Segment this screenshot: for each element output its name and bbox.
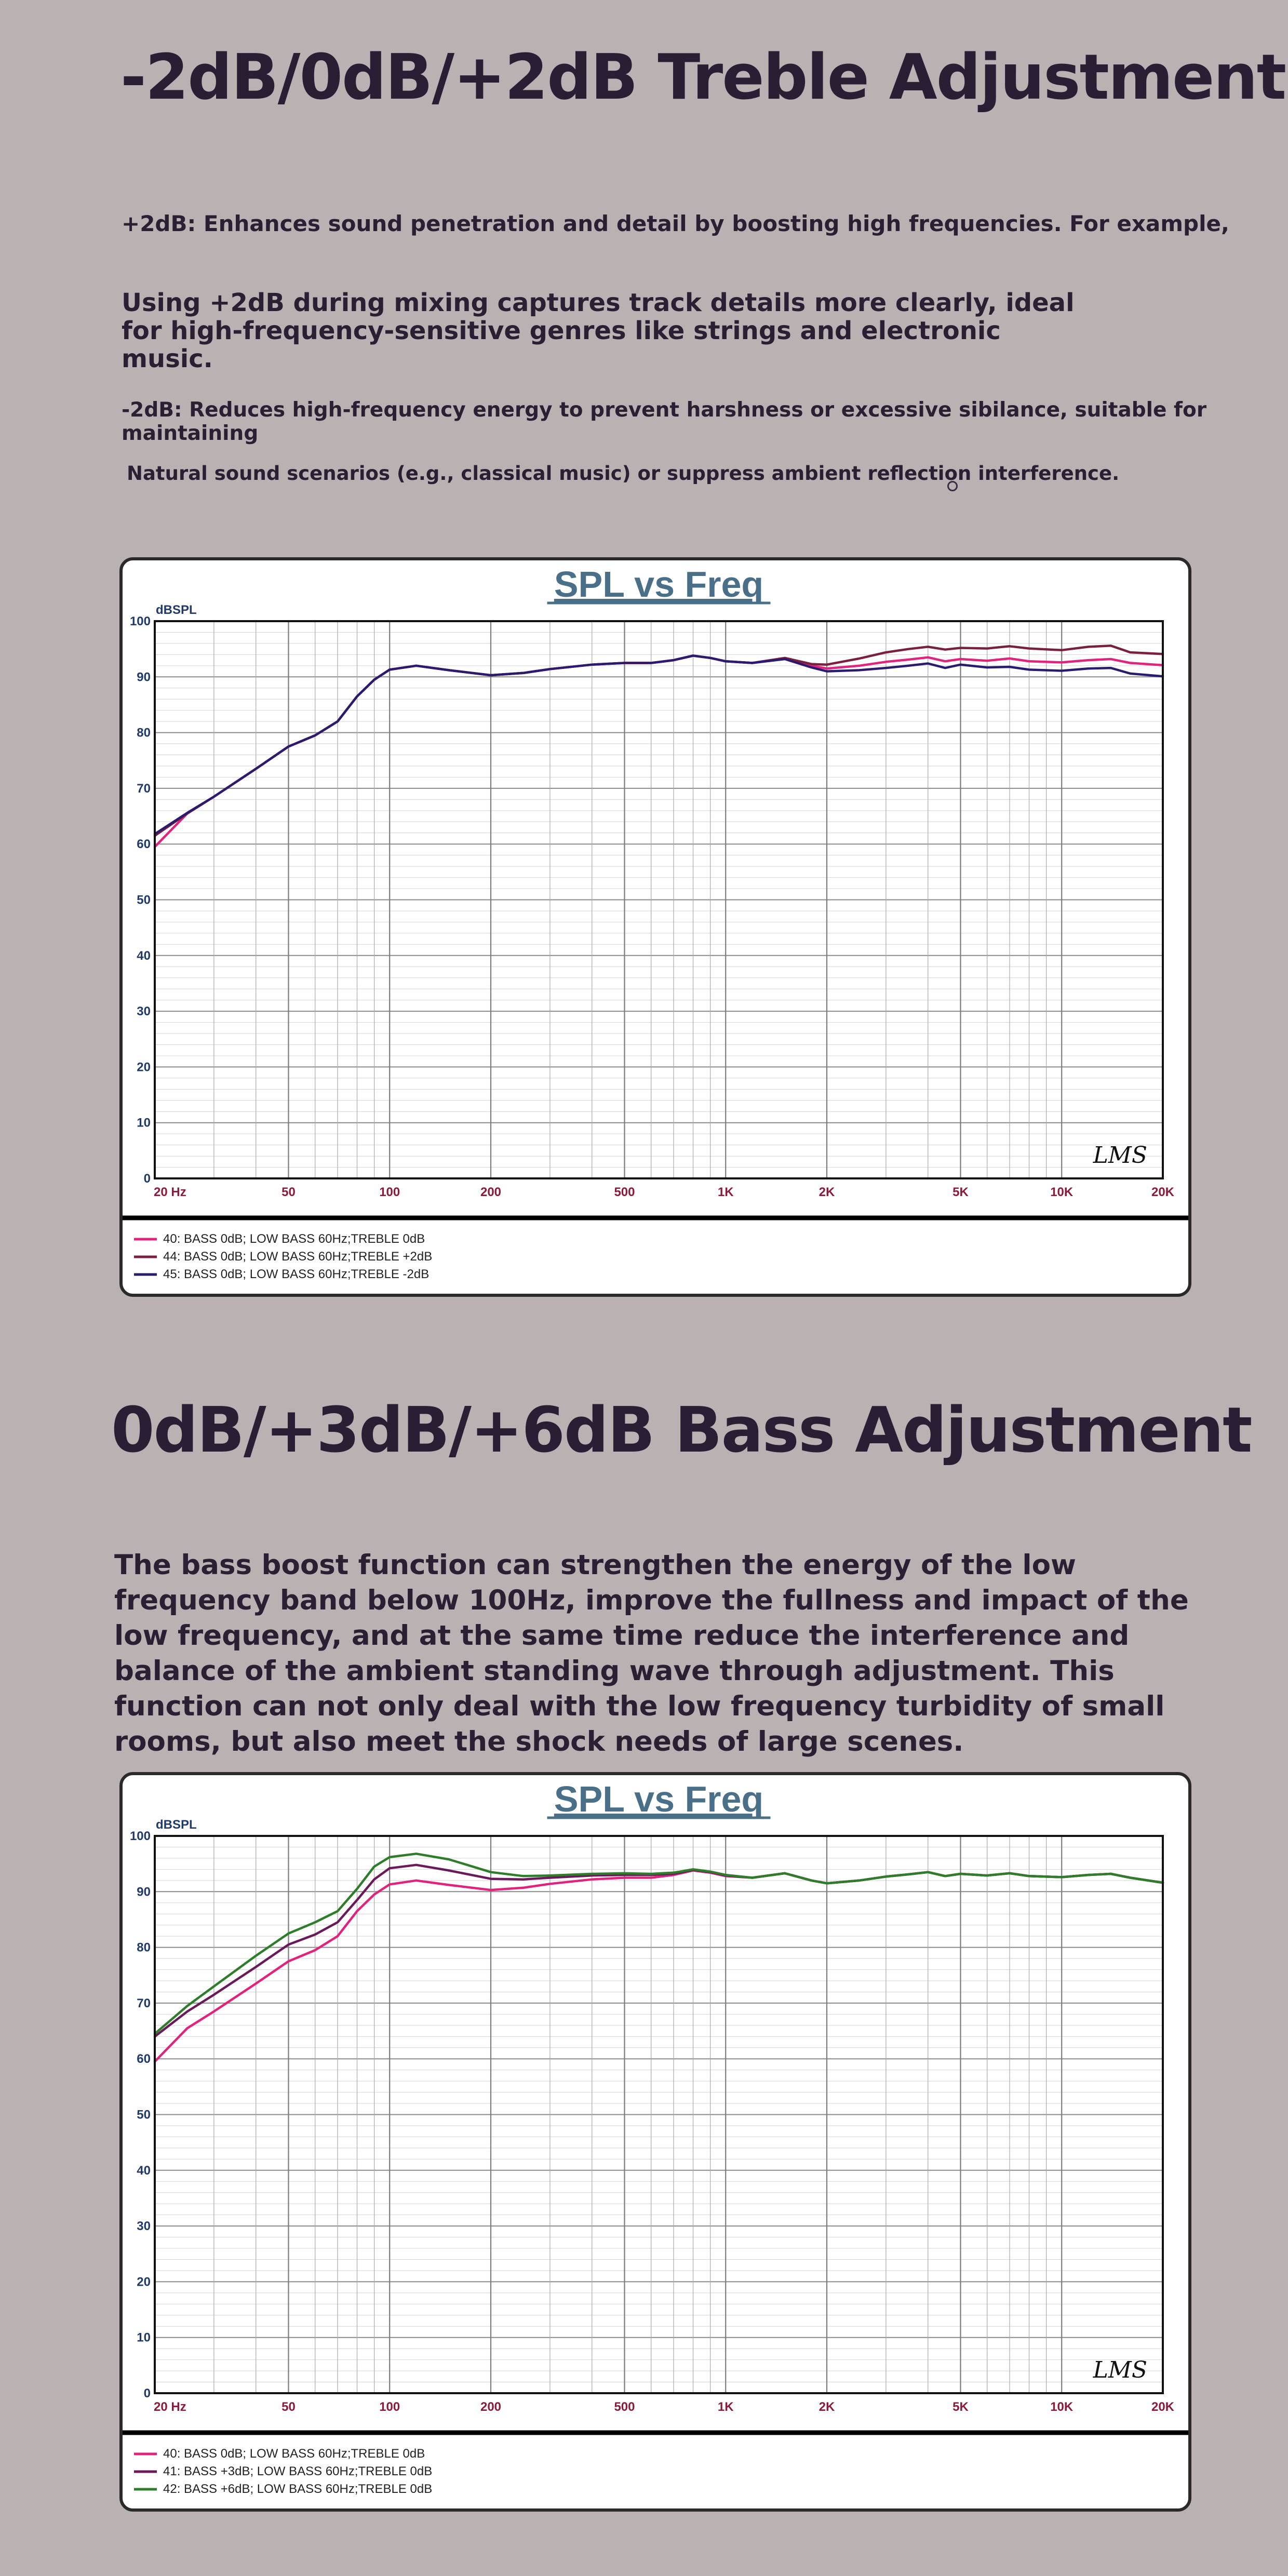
legend	[134, 1232, 432, 1281]
treble-paragraph-boost: +2dB: Enhances sound penetration and detail by boosting high frequencies. For example,	[122, 211, 1229, 236]
treble-spl-chart	[123, 560, 1188, 1294]
legend-label-2: 44: BASS 0dB; LOW BASS 60Hz;TREBLE +2dB	[163, 1250, 433, 1264]
y-tick-label: 50	[137, 2108, 151, 2122]
treble-paragraph-cut: -2dB: Reduces high-frequency energy to prevent harshness or excessive sibilance, suitable for maintaining	[122, 398, 1207, 445]
y-tick-label: 100	[129, 614, 151, 628]
y-tick-label: 0	[143, 1172, 151, 1186]
y-tick-label: 80	[137, 726, 151, 740]
series-line-1	[155, 656, 1163, 847]
x-tick-label: 20 Hz	[154, 1185, 186, 1199]
treble-paragraph-cut-example: Natural sound scenarios (e.g., classical music) or suppress ambient reflection interference.	[127, 462, 1120, 485]
lms-watermark: LMS	[1093, 1142, 1147, 1169]
x-tick-label: 200	[480, 2400, 502, 2414]
x-tick-label: 1K	[717, 1185, 734, 1199]
y-tick-label: 30	[137, 1004, 151, 1019]
y-tick-label: 40	[137, 948, 151, 963]
chart-title: SPL vs Freq	[554, 1779, 764, 1819]
bass-chart-panel	[119, 1772, 1191, 2512]
small-circle-mark	[947, 481, 958, 491]
legend-label-1: 40: BASS 0dB; LOW BASS 60Hz;TREBLE 0dB	[163, 1232, 425, 1246]
x-tick-label: 200	[480, 1185, 502, 1199]
series-lines	[155, 1854, 1163, 2061]
y-tick-label: 0	[143, 2386, 151, 2400]
x-tick-label: 10K	[1050, 2400, 1074, 2414]
series-line-1	[155, 1871, 1163, 2062]
bass-paragraph: The bass boost function can strengthen the energy of the low frequency band below 100Hz, improve the fullness and impact of the low frequency, and at the same time reduce the interference and balance of the ambient standing wave through adjustment. This function can not only deal with the low frequency turbidity of small rooms, but also meet the shock needs of large scenes.	[114, 1549, 1189, 1757]
y-tick-label: 20	[137, 1060, 151, 1075]
lms-watermark: LMS	[1093, 2357, 1147, 2383]
y-tick-label: 20	[137, 2275, 151, 2289]
y-tick-label: 40	[137, 2163, 151, 2178]
y-tick-label: 100	[129, 1829, 151, 1843]
series-lines	[155, 646, 1163, 847]
legend-label-3: 45: BASS 0dB; LOW BASS 60Hz;TREBLE -2dB	[163, 1267, 430, 1281]
x-tick-label: 20K	[1151, 2400, 1175, 2414]
bass-spl-chart	[123, 1775, 1188, 2508]
x-tick-label: 1K	[717, 2400, 734, 2414]
series-line-3	[155, 656, 1163, 834]
legend	[134, 2447, 432, 2496]
x-tick-label: 500	[614, 2400, 635, 2414]
x-tick-label: 20K	[1151, 1185, 1175, 1199]
x-tick-label: 20 Hz	[154, 2400, 186, 2414]
legend-label-1: 40: BASS 0dB; LOW BASS 60Hz;TREBLE 0dB	[163, 2447, 425, 2461]
y-tick-label: 90	[137, 1885, 151, 1899]
y-tick-label: 10	[137, 2330, 151, 2345]
grid-lines	[155, 1836, 1163, 2393]
x-tick-label: 50	[281, 2400, 296, 2414]
y-axis-label: dBSPL	[156, 603, 197, 617]
y-tick-label: 30	[137, 2219, 151, 2234]
treble-paragraph-boost-example: Using +2dB during mixing captures track details more clearly, ideal for high-frequency-sensitive genres like strings and electronic music.	[122, 288, 1075, 373]
y-tick-label: 10	[137, 1116, 151, 1130]
treble-chart-panel	[119, 557, 1191, 1297]
y-tick-label: 90	[137, 670, 151, 685]
x-tick-label: 2K	[819, 1185, 835, 1199]
y-tick-label: 60	[137, 837, 151, 852]
x-tick-label: 100	[379, 2400, 400, 2414]
y-tick-label: 60	[137, 2052, 151, 2067]
series-line-2	[155, 646, 1163, 836]
chart-title: SPL vs Freq	[554, 564, 764, 605]
y-tick-label: 80	[137, 1940, 151, 1955]
treble-section-heading: -2dB/0dB/+2dB Treble Adjustment	[120, 42, 1286, 114]
series-line-2	[155, 1865, 1163, 2037]
y-tick-label: 70	[137, 781, 151, 796]
grid-lines	[155, 621, 1163, 1178]
x-tick-label: 100	[379, 1185, 400, 1199]
x-tick-label: 2K	[819, 2400, 835, 2414]
x-tick-label: 5K	[952, 2400, 969, 2414]
x-tick-label: 500	[614, 1185, 635, 1199]
x-tick-label: 10K	[1050, 1185, 1074, 1199]
x-tick-label: 50	[281, 1185, 296, 1199]
y-tick-label: 70	[137, 1996, 151, 2010]
legend-label-2: 41: BASS +3dB; LOW BASS 60Hz;TREBLE 0dB	[163, 2464, 433, 2478]
x-tick-label: 5K	[952, 1185, 969, 1199]
bass-section-heading: 0dB/+3dB/+6dB Bass Adjustment	[111, 1394, 1252, 1467]
legend-label-3: 42: BASS +6dB; LOW BASS 60Hz;TREBLE 0dB	[163, 2482, 433, 2496]
y-tick-label: 50	[137, 893, 151, 907]
y-axis-label: dBSPL	[156, 1818, 197, 1832]
